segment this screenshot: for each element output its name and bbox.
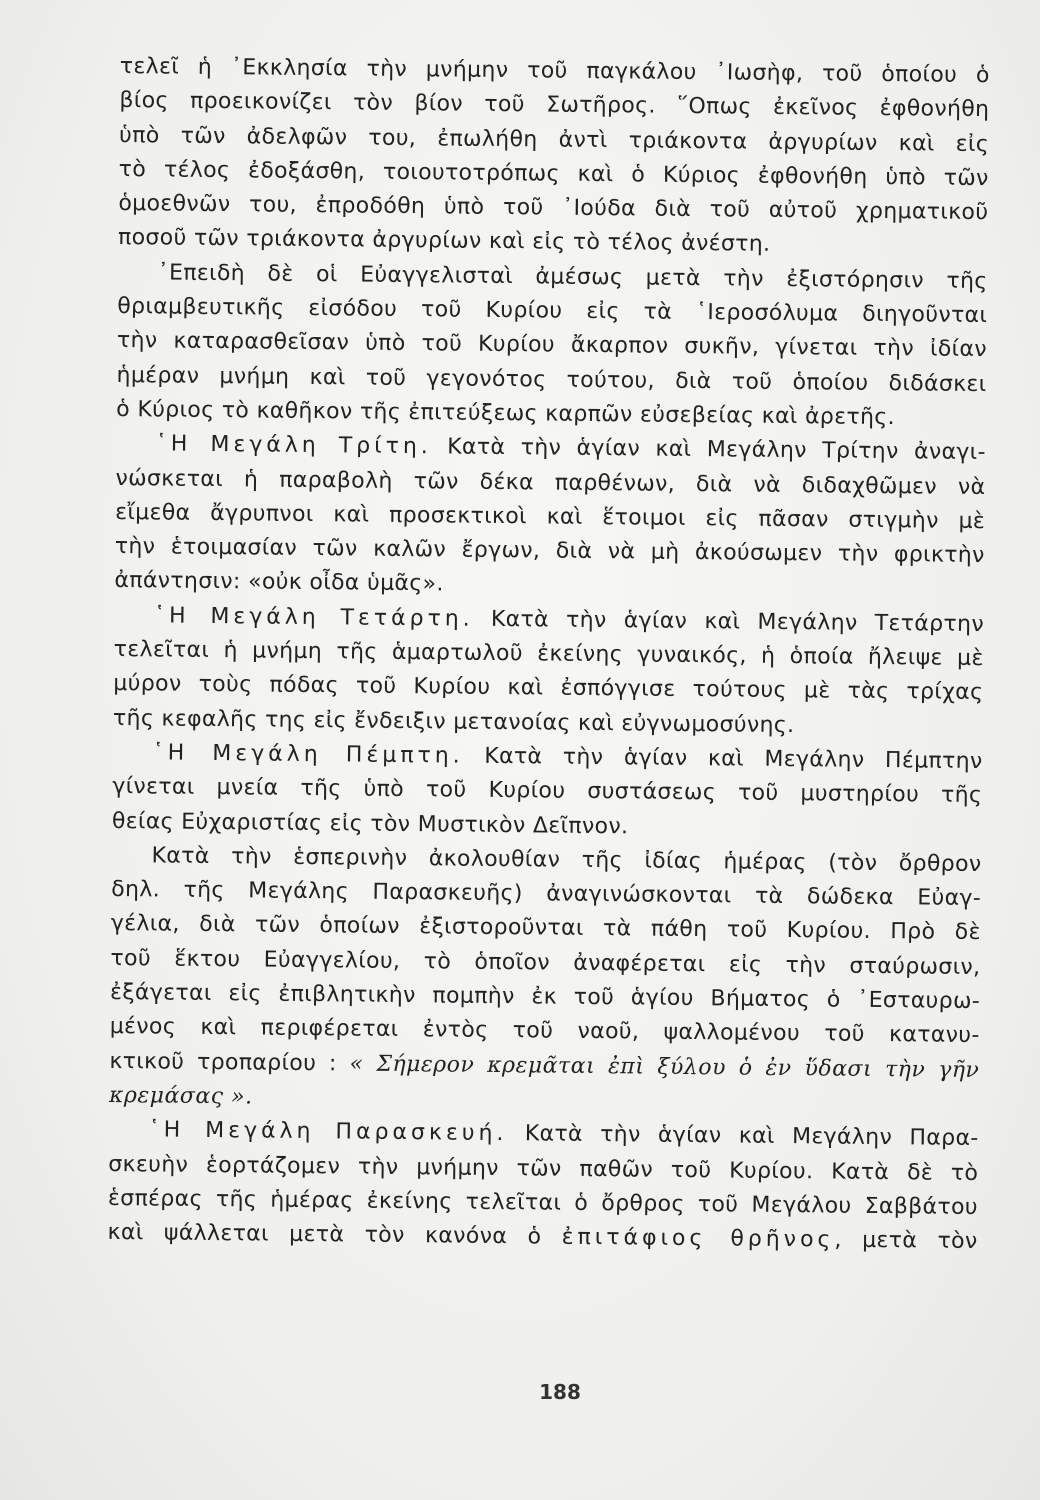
text-line: ὑπὸ τῶν ἀδελφῶν του, ἐπωλήθη ἀντὶ τριάκοντα ἀργυρίων καὶ εἰς [118,122,990,157]
text-line: δηλ. τῆς Μεγάλης Παρασκευῆς) ἀναγινώσκονται τὰ δώδεκα Εὐαγ- [111,877,982,912]
text-line: εἴμεθα ἄγρυπνοι καὶ προσεκτικοὶ καὶ ἕτοιμοι εἰς πᾶσαν στιγμὴν μὲ [115,499,986,534]
text-line: τὴν ἑτοιμασίαν τῶν καλῶν ἔργων, διὰ νὰ μὴ ἀκούσωμεν τὴν φρικτὴν [114,534,985,569]
text-line: ἀπάντησιν: «οὐκ οἶδα ὑμᾶς». [114,568,444,597]
text-line: γέλια, διὰ τῶν ὁποίων ἐξιστοροῦνται τὰ πάθη τοῦ Κυρίου. Πρὸ δὲ [110,911,981,946]
text-segment: Κατὰ τὴν ἁγίαν καὶ Μεγάλην Πέμπτην [484,743,983,775]
text-line: ποσοῦ τῶν τριάκοντα ἀργυρίων καὶ εἰς τὸ τέλος ἀνέστη. [117,225,771,258]
text-line: τῆς κεφαλῆς της εἰς ἔνδειξιν μετανοίας καὶ εὐγνωμοσύνης. [112,705,795,738]
text-line: τὴν καταρασθεῖσαν ὑπὸ τοῦ Κυρίου ἄκαρπον συκῆν, γίνεται τὴν ἰδίαν [116,328,988,363]
text-line: ὁ Κύριος τὸ καθῆκον τῆς ἐπιτεύξεως καρπῶν εὐσεβείας καὶ ἀρετῆς. [116,396,896,431]
text-line: τελεῖ ἡ ᾿Εκκλησία τὴν μνήμην τοῦ παγκάλου ᾿Ιωσὴφ, τοῦ ὁποίου ὁ [119,53,990,89]
text-line: Κατὰ τὴν ἑσπερινὴν ἀκολουθίαν τῆς ἰδίας ἡμέρας (τὸν ὄρθρον [151,843,982,877]
heading-friday: ῾Η Μεγάλη Παρασκευή. [148,1117,508,1147]
text-line: τὸ τέλος ἐδοξάσθη, τοιουτοτρόπως καὶ ὁ Κύριος ἐφθονήθη ὑπὸ τῶν [118,156,989,191]
text-line: ὁμοεθνῶν του, ἐπροδόθη ὑπὸ τοῦ ᾿Ιούδα διὰ τοῦ αὐτοῦ χρηματικοῦ [118,191,989,226]
text-line: νώσκεται ἡ παραβολὴ τῶν δέκα παρθένων, διὰ νὰ διδαχθῶμεν νὰ [115,465,986,500]
text-segment: Κατὰ τὴν ἁγίαν καὶ Μεγάλην Τρίτην ἀναγι- [447,434,986,466]
text-line: σκευὴν ἑορτάζομεν τὴν μνήμην τῶν παθῶν τοῦ Κυρίου. Κατὰ δὲ τὸ [108,1151,979,1186]
text-line: θείας Εὐχαριστίας εἰς τὸν Μυστικὸν Δεῖπνον. [111,808,629,839]
heading-thursday: ῾Η Μεγάλη Πέμπτη. [152,740,464,769]
text-line: μένος καὶ περιφέρεται ἐντὸς τοῦ ναοῦ, ψαλλομένου τοῦ κατανυ- [109,1014,980,1049]
text-line: τελεῖται ἡ μνήμη τῆς ἁμαρτωλοῦ ἐκείνης γυναικός, ἡ ὁποία ἤλειψε μὲ [113,637,984,672]
text-line: ἡμέραν μνήμη καὶ τοῦ γεγονότος τούτου, διὰ τοῦ ὁποίου διδάσκει [116,362,987,397]
text-segment: κτικοῦ τροπαρίου : [109,1048,337,1076]
text-line: ἑσπέρας τῆς ἡμέρας ἐκείνης τελεῖται ὁ ὄρθρος τοῦ Μεγάλου Σαββάτου [107,1185,979,1220]
text-segment: , μετὰ τὸν [834,1227,978,1255]
text-line: γίνεται μνεία τῆς ὑπὸ τοῦ Κυρίου συστάσεως τοῦ μυστηρίου τῆς [112,774,983,809]
text-segment: καὶ ψάλλεται μετὰ τὸν κανόνα ὁ [107,1220,542,1250]
body-text [107,50,990,1259]
epitaph-term: ἐπιτάφιος θρῆνος [561,1224,835,1253]
hymn-quote-end: κρεμάσας ». [108,1082,253,1110]
hymn-quote: « Σήμερον κρεμᾶται ἐπὶ ξύλου ὁ ἐν ὕδασι τὴν γῆν [349,1051,980,1083]
heading-tuesday: ῾Η Μεγάλη Τρίτη. [155,431,432,460]
text-line: βίος προεικονίζει τὸν βίον τοῦ Σωτῆρος. ῞Οπως ἐκεῖνος ἐφθονήθη [119,88,990,123]
text-line: τοῦ ἕκτου Εὐαγγελίου, τὸ ὁποῖον ἀναφέρεται εἰς τὴν σταύρωσιν, [110,945,981,980]
text-line: θριαμβευτικῆς εἰσόδου τοῦ Κυρίου εἰς τὰ ῾Ιεροσόλυμα διηγοῦνται [117,294,988,329]
text-segment: Κατὰ τὴν ἁγίαν καὶ Μεγάλην Τετάρτην [490,606,985,637]
page-number: 188 [539,1380,581,1404]
text-segment: Κατὰ τὴν ἁγίαν καὶ Μεγάλην Παρα- [524,1121,979,1152]
text-line: ἐξάγεται εἰς ἐπιβλητικὴν πομπὴν ἐκ τοῦ ἁγίου Βήματος ὁ ᾿Εσταυρω- [109,979,981,1015]
heading-wednesday: ῾Η Μεγάλη Τετάρτη. [153,603,474,632]
text-line: ᾿Επειδὴ δὲ οἱ Εὐαγγελισταὶ ἀμέσως μετὰ τὴν ἐξιστόρησιν τῆς [157,260,988,294]
text-line: μύρον τοὺς πόδας τοῦ Κυρίου καὶ ἐσπόγγισε τούτους μὲ τὰς τρίχας [113,671,984,706]
